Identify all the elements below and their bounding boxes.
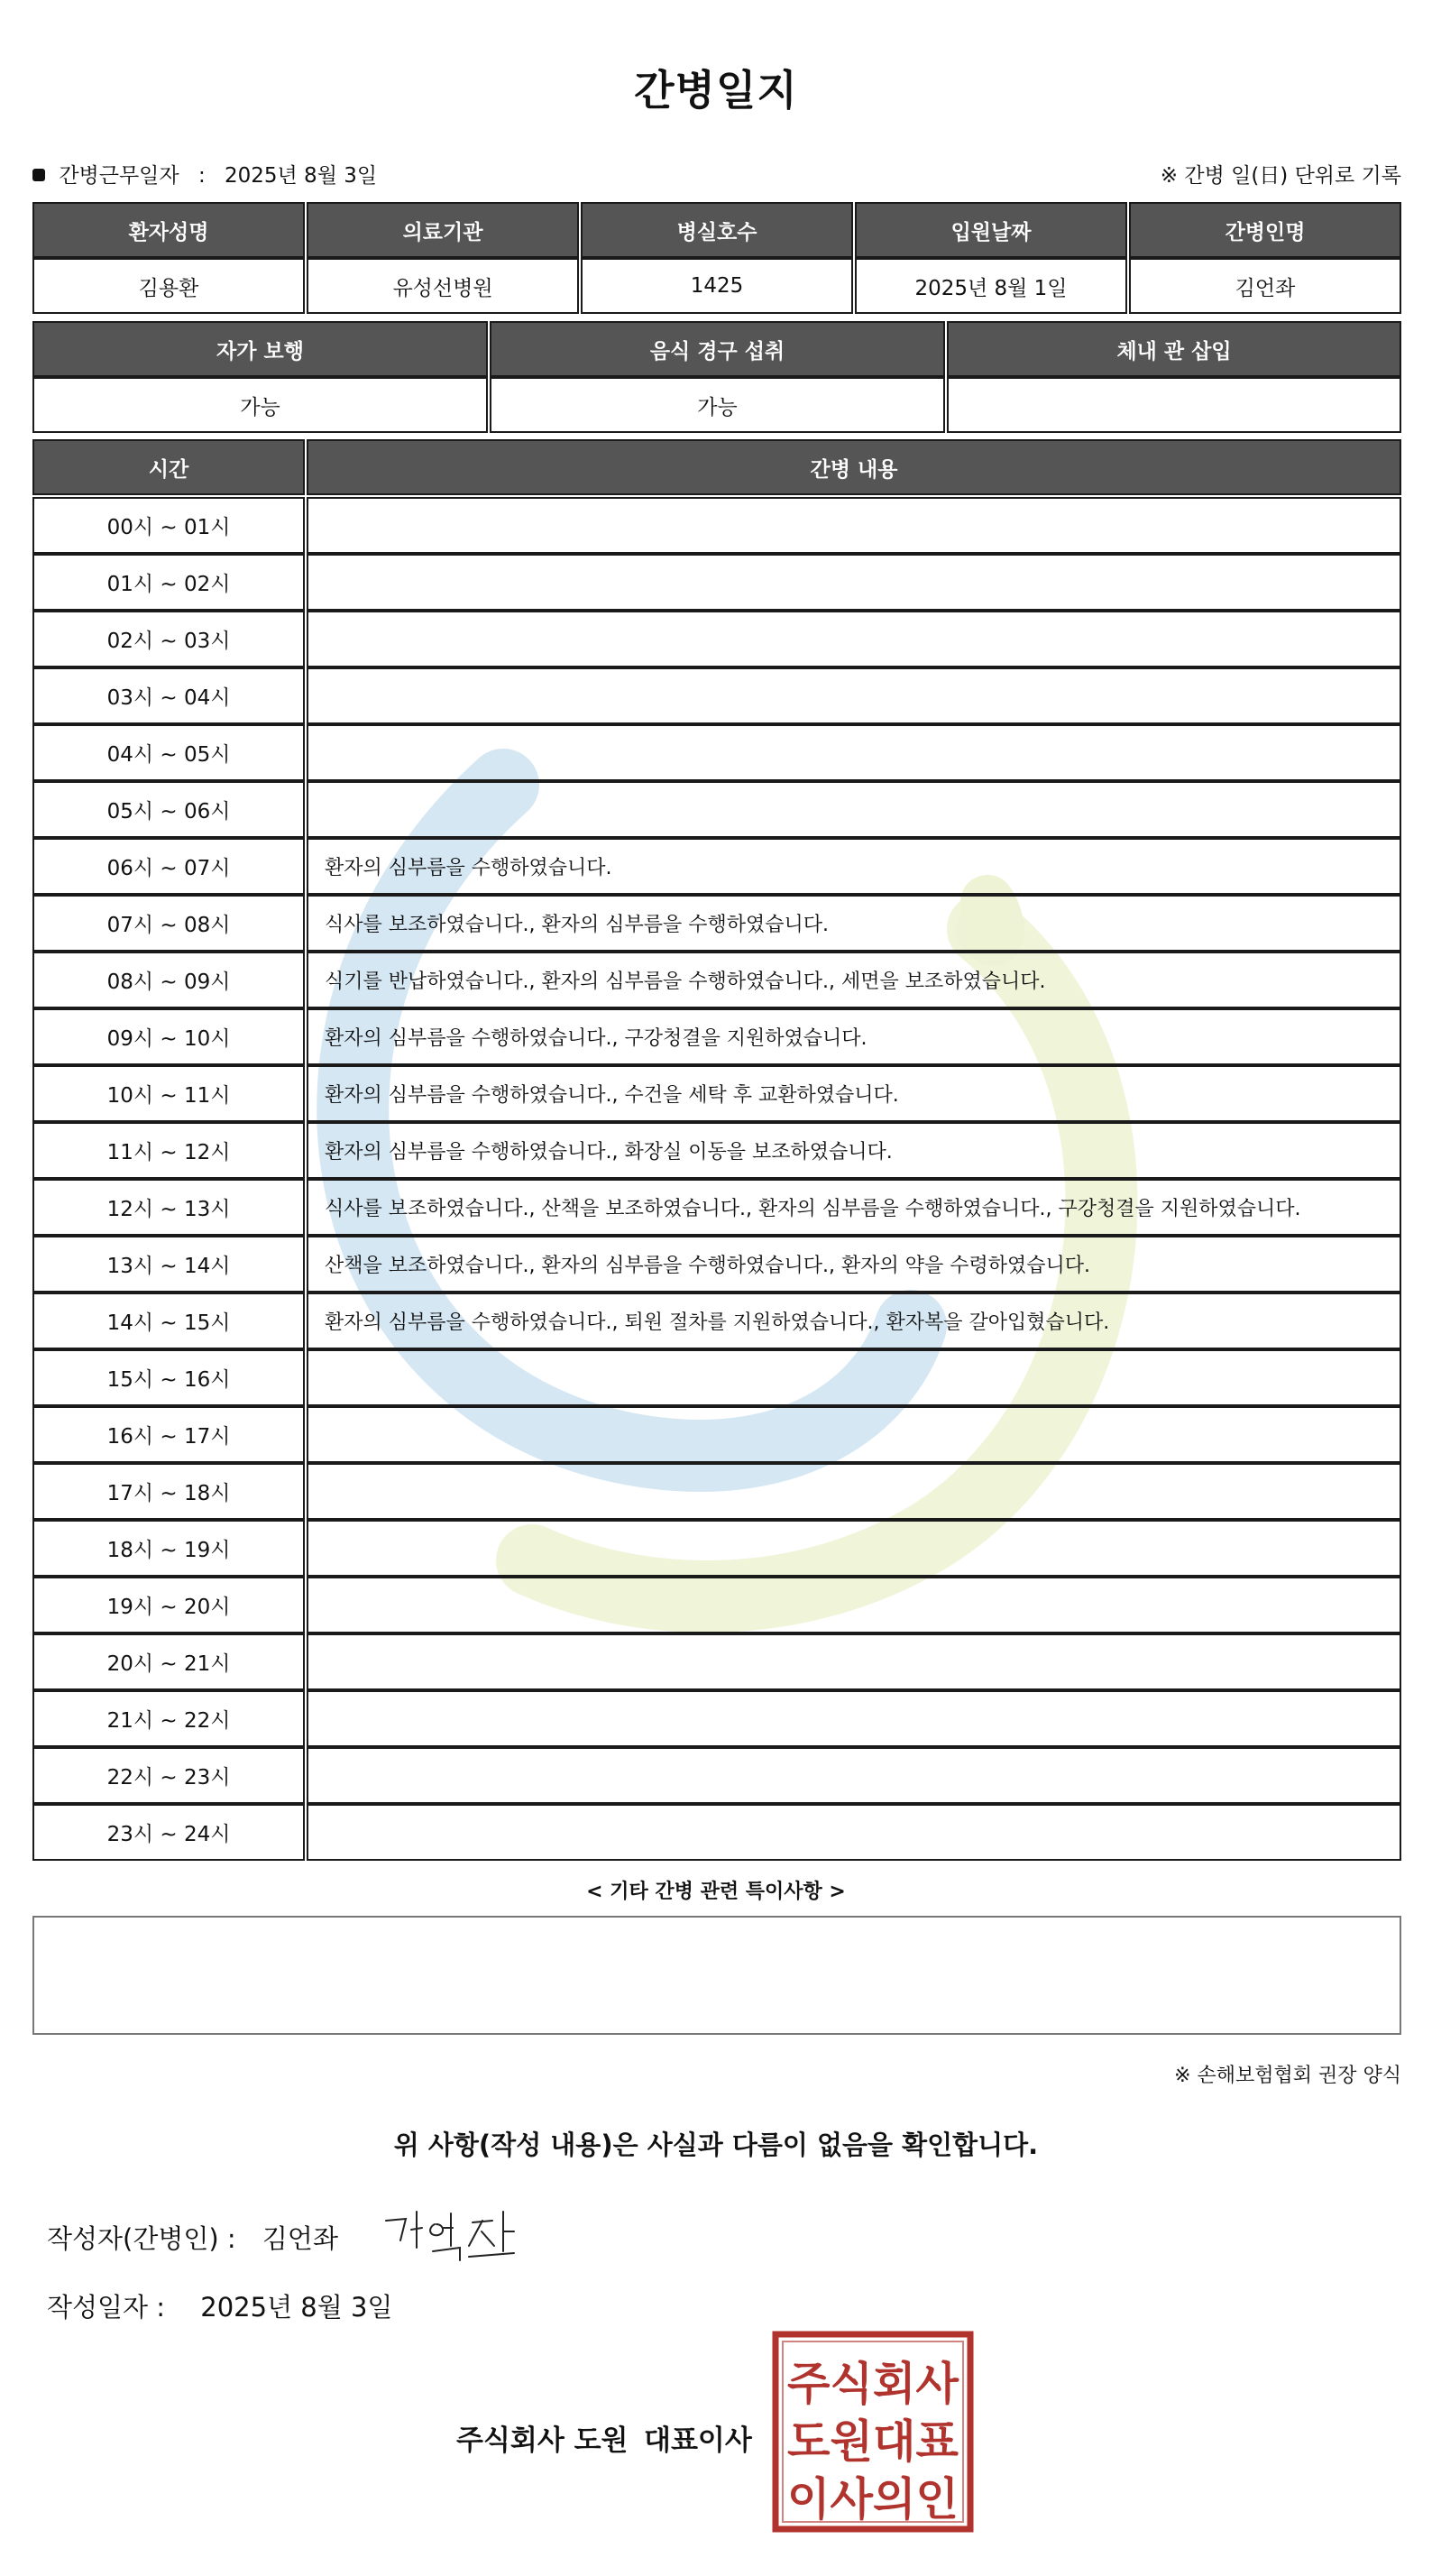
care-content <box>307 1633 1401 1690</box>
care-content: 산책을 보조하였습니다., 환자의 심부름을 수행하였습니다., 환자의 약을 수령하였습니다. <box>307 1236 1401 1293</box>
etc-section-title: < 기타 간병 관련 특이사항 > <box>586 1881 846 1903</box>
work-date-separator: : <box>197 164 206 188</box>
form-source-note: ※ 손해보험협회 권장 양식 <box>1174 2065 1401 2087</box>
time-slot: 02시 ~ 03시 <box>32 611 305 667</box>
time-slot: 01시 ~ 02시 <box>32 554 305 611</box>
time-slot: 04시 ~ 05시 <box>32 724 305 781</box>
unit-note: ※ 간병 일(日) 단위로 기록 <box>1160 164 1401 188</box>
care-content <box>307 1463 1401 1520</box>
table-row <box>32 1179 1401 1236</box>
time-slot: 09시 ~ 10시 <box>32 1008 305 1065</box>
care-content <box>307 554 1401 611</box>
table-row <box>32 1122 1401 1179</box>
care-content: 식기를 반납하였습니다., 환자의 심부름을 수행하였습니다., 세면을 보조하였습니다. <box>307 952 1401 1008</box>
time-slot: 08시 ~ 09시 <box>32 952 305 1008</box>
caregiver-name: 김언좌 <box>1129 258 1401 314</box>
info-header-cell: 입원날짜 <box>855 202 1127 258</box>
status-table-header <box>32 321 1401 377</box>
tube-insertion-value <box>947 377 1401 433</box>
time-slot: 16시 ~ 17시 <box>32 1406 305 1463</box>
status-header-cell: 체내 관 삽입 <box>947 321 1401 377</box>
care-content: 식사를 보조하였습니다., 환자의 심부름을 수행하였습니다. <box>307 895 1401 952</box>
info-header-cell: 간병인명 <box>1129 202 1401 258</box>
hospital-name: 유성선병원 <box>307 258 579 314</box>
care-content: 환자의 심부름을 수행하였습니다., 수건을 세탁 후 교환하였습니다. <box>307 1065 1401 1122</box>
table-row <box>32 1633 1401 1690</box>
time-slot: 07시 ~ 08시 <box>32 895 305 952</box>
time-slot: 17시 ~ 18시 <box>32 1463 305 1520</box>
author-label: 작성자(간병인) : <box>47 2223 236 2254</box>
care-content: 환자의 심부름을 수행하였습니다., 화장실 이동을 보조하였습니다. <box>307 1122 1401 1179</box>
info-header-cell: 환자성명 <box>32 202 305 258</box>
table-row <box>32 724 1401 781</box>
care-content <box>307 781 1401 838</box>
seal-line-3: 이사의인 <box>787 2473 959 2525</box>
time-slot: 06시 ~ 07시 <box>32 838 305 895</box>
table-row <box>32 895 1401 952</box>
patient-name: 김용환 <box>32 258 305 314</box>
etc-notes-box <box>32 1916 1401 2035</box>
care-content: 식사를 보조하였습니다., 산책을 보조하였습니다., 환자의 심부름을 수행하였습니다., 구강청결을 지원하였습니다. <box>307 1179 1401 1236</box>
care-content <box>307 1690 1401 1747</box>
time-slot: 20시 ~ 21시 <box>32 1633 305 1690</box>
care-content: 환자의 심부름을 수행하였습니다., 구강청결을 지원하였습니다. <box>307 1008 1401 1065</box>
table-row <box>32 1008 1401 1065</box>
table-row <box>32 1065 1401 1122</box>
table-row <box>32 1293 1401 1349</box>
authored-date-line <box>47 2287 392 2324</box>
time-slot: 22시 ~ 23시 <box>32 1747 305 1804</box>
admission-date: 2025년 8월 1일 <box>855 258 1127 314</box>
time-slot: 19시 ~ 20시 <box>32 1577 305 1633</box>
representative-title: 대표이사 <box>644 2424 752 2457</box>
time-slot: 12시 ~ 13시 <box>32 1179 305 1236</box>
content-header: 간병 내용 <box>307 439 1401 495</box>
status-header-cell: 음식 경구 섭취 <box>490 321 945 377</box>
time-slot: 21시 ~ 22시 <box>32 1690 305 1747</box>
table-row <box>32 497 1401 554</box>
info-table-values <box>32 258 1401 314</box>
authored-date-value: 2025년 8월 3일 <box>200 2292 393 2323</box>
seal-line-1: 주식회사 <box>787 2358 959 2410</box>
care-content <box>307 724 1401 781</box>
info-header-cell: 병실호수 <box>581 202 853 258</box>
time-slot: 10시 ~ 11시 <box>32 1065 305 1122</box>
care-content <box>307 1349 1401 1406</box>
author-line <box>47 2219 338 2256</box>
table-row <box>32 952 1401 1008</box>
room-number: 1425 <box>581 258 853 314</box>
table-row <box>32 1747 1401 1804</box>
table-row <box>32 1406 1401 1463</box>
time-slot: 15시 ~ 16시 <box>32 1349 305 1406</box>
handwritten-signature <box>379 2201 532 2273</box>
time-slot: 14시 ~ 15시 <box>32 1293 305 1349</box>
authored-date-label: 작성일자 : <box>47 2292 166 2323</box>
care-content <box>307 497 1401 554</box>
care-content <box>307 667 1401 724</box>
table-row <box>32 838 1401 895</box>
work-date-label: 간병근무일자 <box>59 164 179 188</box>
care-content <box>307 1406 1401 1463</box>
status-table-values <box>32 377 1401 433</box>
confirmation-statement: 위 사항(작성 내용)은 사실과 다름이 없음을 확인합니다. <box>393 2130 1039 2160</box>
self-walking-value: 가능 <box>32 377 488 433</box>
care-content: 환자의 심부름을 수행하였습니다., 퇴원 절차를 지원하였습니다., 환자복을 갈아입혔습니다. <box>307 1293 1401 1349</box>
log-table-header <box>32 439 1401 495</box>
info-table-header <box>32 202 1401 258</box>
work-date-value: 2025년 8월 3일 <box>225 164 378 188</box>
info-header-cell: 의료기관 <box>307 202 579 258</box>
company-name: 주식회사 도원 <box>456 2424 629 2457</box>
time-slot: 05시 ~ 06시 <box>32 781 305 838</box>
time-slot: 11시 ~ 12시 <box>32 1122 305 1179</box>
care-content <box>307 1577 1401 1633</box>
square-bullet-icon <box>32 169 45 181</box>
table-row <box>32 1520 1401 1577</box>
time-header: 시간 <box>32 439 305 495</box>
table-row <box>32 1804 1401 1861</box>
time-slot: 23시 ~ 24시 <box>32 1804 305 1861</box>
author-name: 김언좌 <box>262 2223 338 2254</box>
status-header-cell: 자가 보행 <box>32 321 488 377</box>
table-row <box>32 1690 1401 1747</box>
seal-line-2: 도원대표 <box>787 2415 959 2468</box>
table-row <box>32 1577 1401 1633</box>
table-row <box>32 781 1401 838</box>
care-content <box>307 1804 1401 1861</box>
care-content <box>307 611 1401 667</box>
table-row <box>32 554 1401 611</box>
table-row <box>32 1463 1401 1520</box>
company-seal-stamp <box>772 2331 974 2533</box>
table-row <box>32 1349 1401 1406</box>
oral-intake-value: 가능 <box>490 377 945 433</box>
care-content: 환자의 심부름을 수행하였습니다. <box>307 838 1401 895</box>
document-title: 간병일지 <box>634 66 798 115</box>
time-slot: 03시 ~ 04시 <box>32 667 305 724</box>
time-slot: 18시 ~ 19시 <box>32 1520 305 1577</box>
care-content <box>307 1747 1401 1804</box>
work-date-line <box>32 159 377 189</box>
time-slot: 00시 ~ 01시 <box>32 497 305 554</box>
care-content <box>307 1520 1401 1577</box>
table-row <box>32 667 1401 724</box>
table-row <box>32 1236 1401 1293</box>
time-slot: 13시 ~ 14시 <box>32 1236 305 1293</box>
table-row <box>32 611 1401 667</box>
